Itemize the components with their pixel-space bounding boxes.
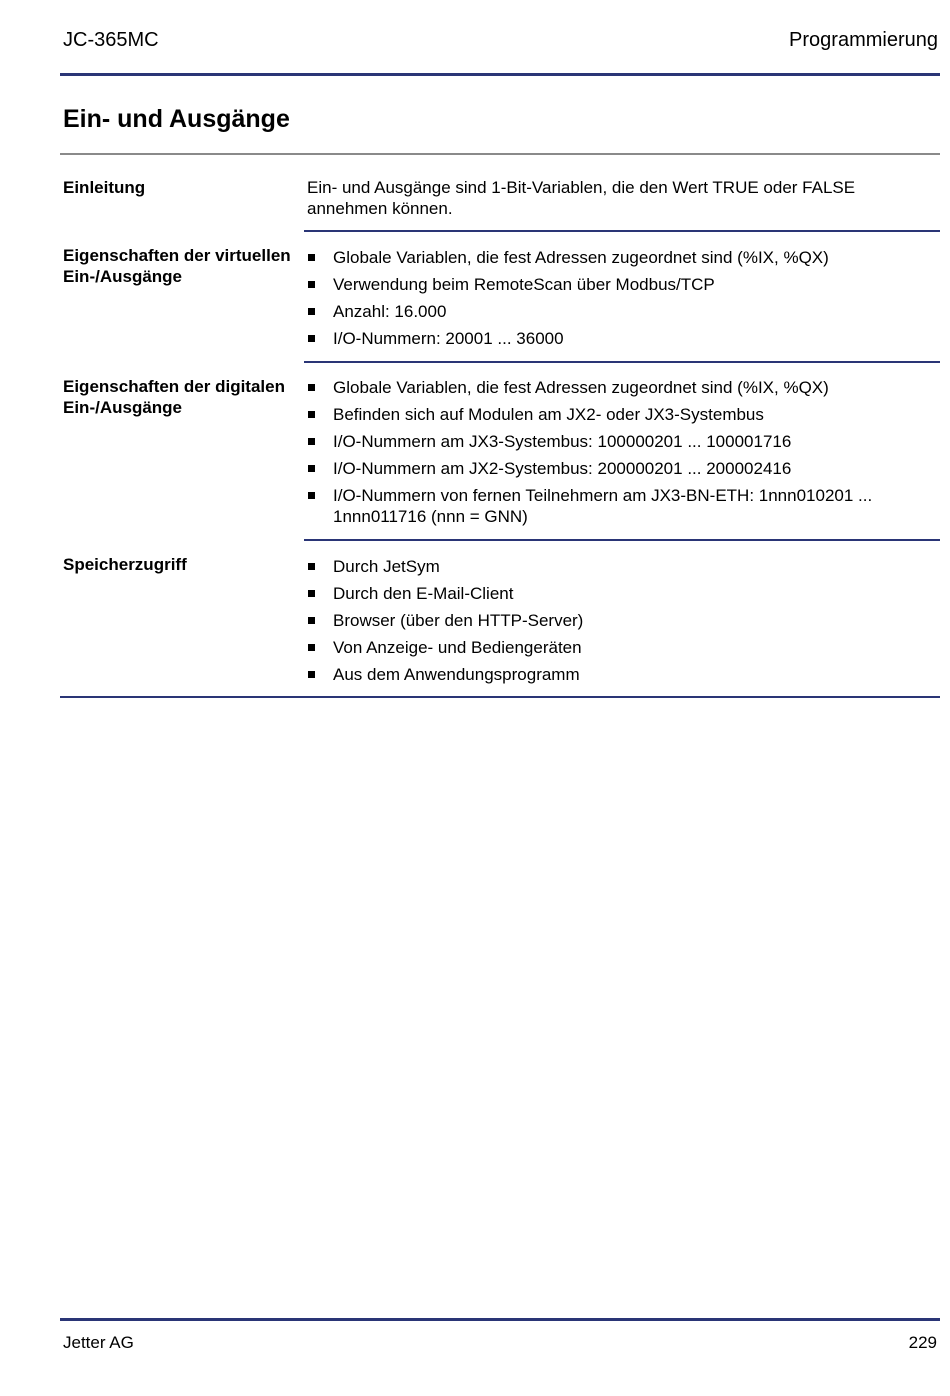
bullet-square-icon [308, 465, 315, 472]
bullet-list [307, 556, 927, 691]
list-item: Befinden sich auf Modulen am JX2- oder JX3-Systembus [307, 404, 927, 425]
header-chapter: Programmierung [789, 29, 938, 51]
list-item: Aus dem Anwendungsprogramm [307, 664, 927, 685]
bullet-square-icon [308, 671, 315, 678]
row-separator [304, 230, 940, 232]
bullet-square-icon [308, 617, 315, 624]
bullet-list [307, 377, 927, 533]
row-text: Ein- und Ausgänge sind 1-Bit-Variablen, die den Wert TRUE oder FALSE annehmen können. [307, 178, 856, 218]
list-item: I/O-Nummern: 20001 ... 36000 [307, 328, 927, 349]
bullet-square-icon [308, 384, 315, 391]
header-product: JC-365MC [63, 29, 159, 51]
list-item: I/O-Nummern am JX2-Systembus: 200000201 ... 200002416 [307, 458, 927, 479]
bullet-square-icon [308, 411, 315, 418]
list-item: Browser (über den HTTP-Server) [307, 610, 927, 631]
bullet-square-icon [308, 335, 315, 342]
list-item: Anzahl: 16.000 [307, 301, 927, 322]
bullet-square-icon [308, 492, 315, 499]
list-item: I/O-Nummern am JX3-Systembus: 100000201 ... 100001716 [307, 431, 927, 452]
list-item: Verwendung beim RemoteScan über Modbus/TCP [307, 274, 927, 295]
bullet-square-icon [308, 590, 315, 597]
list-item: Von Anzeige- und Bediengeräten [307, 637, 927, 658]
footer-rule [60, 1318, 940, 1321]
bullet-square-icon [308, 281, 315, 288]
row-label: Eigenschaften der digitalen Ein-/Ausgänge [63, 377, 285, 417]
bullet-list [307, 247, 927, 355]
title-rule [60, 153, 940, 155]
bullet-square-icon [308, 438, 315, 445]
list-item: Globale Variablen, die fest Adressen zugeordnet sind (%IX, %QX) [307, 247, 927, 268]
bullet-square-icon [308, 644, 315, 651]
page-number: 229 [908, 1333, 937, 1352]
bullet-square-icon [308, 254, 315, 261]
row-label: Eigenschaften der virtuellen Ein-/Ausgänge [63, 246, 291, 286]
bullet-square-icon [308, 563, 315, 570]
footer-company: Jetter AG [63, 1333, 134, 1352]
row-label: Speicherzugriff [63, 555, 187, 574]
row-separator [304, 361, 940, 363]
list-item: Durch den E-Mail-Client [307, 583, 927, 604]
list-item: Globale Variablen, die fest Adressen zugeordnet sind (%IX, %QX) [307, 377, 927, 398]
row-separator [304, 539, 940, 541]
table-bottom-rule [60, 696, 940, 698]
list-item: I/O-Nummern von fernen Teilnehmern am JX3-BN-ETH: 1nnn010201 ... 1nnn011716 (nnn = GNN) [307, 485, 927, 527]
bullet-square-icon [308, 308, 315, 315]
row-label: Einleitung [63, 178, 146, 197]
header-rule [60, 73, 940, 76]
list-item: Durch JetSym [307, 556, 927, 577]
page-title: Ein- und Ausgänge [63, 105, 290, 133]
